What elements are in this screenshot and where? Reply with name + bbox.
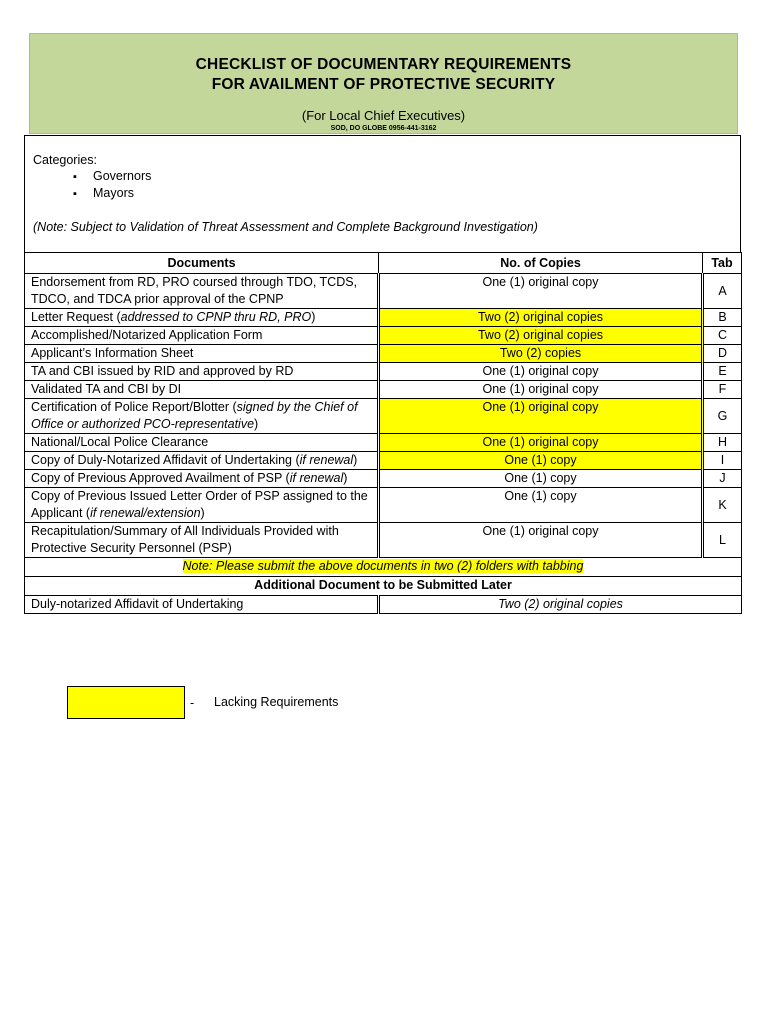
doc-cell (25, 399, 379, 434)
table-row (25, 523, 742, 558)
doc-cell: Accomplished/Notarized Application Form (25, 327, 379, 345)
doc-text: Copy of Previous Approved Availment of PSP ( (31, 471, 290, 485)
doc-text-end: ) (353, 453, 358, 467)
doc-italic: addressed to CPNP thru RD, PRO (120, 310, 312, 324)
category-item: ▪ Governors (93, 168, 151, 185)
tab-cell: H (703, 434, 742, 452)
legend-label: Lacking Requirements (214, 695, 339, 709)
tab-cell: G (703, 399, 742, 434)
copies-cell: One (1) copy (379, 452, 703, 470)
copies-cell: One (1) original copy (379, 274, 703, 309)
doc-cell: Applicant’s Information Sheet (25, 345, 379, 363)
tab-cell: I (703, 452, 742, 470)
subtitle: (For Local Chief Executives) (301, 108, 466, 123)
doc-cell: TA and CBI issued by RID and approved by RD (25, 363, 379, 381)
table-row (25, 363, 742, 381)
copies-cell: Two (2) original copies (379, 309, 703, 327)
tab-cell: J (703, 470, 742, 488)
title-line-2: FOR AVAILMENT OF PROTECTIVE SECURITY (211, 76, 556, 93)
tab-cell: B (703, 309, 742, 327)
table-row (25, 381, 742, 399)
doc-text: Copy of Duly-Notarized Affidavit of Undertaking ( (31, 453, 300, 467)
additional-copies-cell: Two (2) original copies (379, 596, 742, 614)
copies-cell: One (1) original copy (379, 523, 703, 558)
table-row (25, 488, 742, 523)
table-row (25, 470, 742, 488)
doc-cell (25, 470, 379, 488)
title-line-1: CHECKLIST OF DOCUMENTARY REQUIREMENTS (195, 56, 572, 73)
tab-cell: C (703, 327, 742, 345)
doc-cell (25, 488, 379, 523)
tab-cell: A (703, 274, 742, 309)
categories-list (93, 168, 151, 202)
table-row (25, 309, 742, 327)
category-item: ▪ Mayors (93, 185, 151, 202)
copies-cell: Two (2) original copies (379, 327, 703, 345)
copies-cell: One (1) original copy (379, 399, 703, 434)
doc-text-end: ) (200, 506, 205, 520)
folder-note-row (25, 558, 742, 577)
tab-cell: D (703, 345, 742, 363)
doc-text: Copy of Previous Issued Letter Order of PSP assigned to the Applicant ( (31, 489, 368, 520)
doc-text-end: ) (311, 310, 316, 324)
legend-dash: - (190, 696, 195, 710)
table-row (25, 452, 742, 470)
doc-text-end: ) (343, 471, 348, 485)
contact-line: SOD, DO GLOBE 0956-441-3162 (330, 125, 437, 132)
copies-cell: One (1) original copy (379, 363, 703, 381)
folder-note: Note: Please submit the above documents in two (2) folders with tabbing (182, 559, 584, 573)
table-row (25, 274, 742, 309)
doc-italic: signed by the Chief of Office or authorized PCO-representative (31, 400, 358, 431)
categories-box (24, 135, 741, 253)
doc-text-end: ) (254, 417, 259, 431)
header-tab: Tab (703, 253, 742, 274)
table-header-row (25, 253, 742, 274)
copies-cell: One (1) copy (379, 470, 703, 488)
copies-cell: One (1) original copy (379, 434, 703, 452)
additional-header: Additional Document to be Submitted Later (25, 577, 742, 596)
doc-cell: Validated TA and CBI by DI (25, 381, 379, 399)
doc-text: Letter Request ( (31, 310, 121, 324)
copies-cell: One (1) copy (379, 488, 703, 523)
validation-note: (Note: Subject to Validation of Threat Assessment and Complete Background Investigation) (33, 220, 538, 234)
categories-label: Categories: (33, 153, 97, 167)
doc-text: Certification of Police Report/Blotter ( (31, 400, 237, 414)
additional-row (25, 596, 742, 614)
table-row (25, 434, 742, 452)
doc-italic: if renewal/extension (90, 506, 201, 520)
doc-cell: National/Local Police Clearance (25, 434, 379, 452)
table-row (25, 399, 742, 434)
legend-swatch (67, 686, 185, 719)
doc-cell (25, 309, 379, 327)
table-row (25, 327, 742, 345)
tab-cell: E (703, 363, 742, 381)
tab-cell: F (703, 381, 742, 399)
tab-cell: L (703, 523, 742, 558)
doc-cell: Endorsement from RD, PRO coursed through TDO, TCDS, TDCO, and TDCA prior approval of the CPNP (25, 274, 379, 309)
additional-header-row (25, 577, 742, 596)
doc-italic: if renewal (299, 453, 354, 467)
tab-cell: K (703, 488, 742, 523)
copies-cell: Two (2) copies (379, 345, 703, 363)
folder-note-cell (25, 558, 742, 577)
doc-cell (25, 452, 379, 470)
header-documents: Documents (25, 253, 379, 274)
doc-italic: if renewal (289, 471, 344, 485)
doc-cell: Recapitulation/Summary of All Individuals Provided with Protective Security Personnel (PSP) (25, 523, 379, 558)
requirements-table (24, 252, 742, 614)
header-copies: No. of Copies (379, 253, 703, 274)
table-row (25, 345, 742, 363)
copies-cell: One (1) original copy (379, 381, 703, 399)
additional-doc-cell: Duly-notarized Affidavit of Undertaking (25, 596, 379, 614)
document-header (29, 33, 738, 134)
